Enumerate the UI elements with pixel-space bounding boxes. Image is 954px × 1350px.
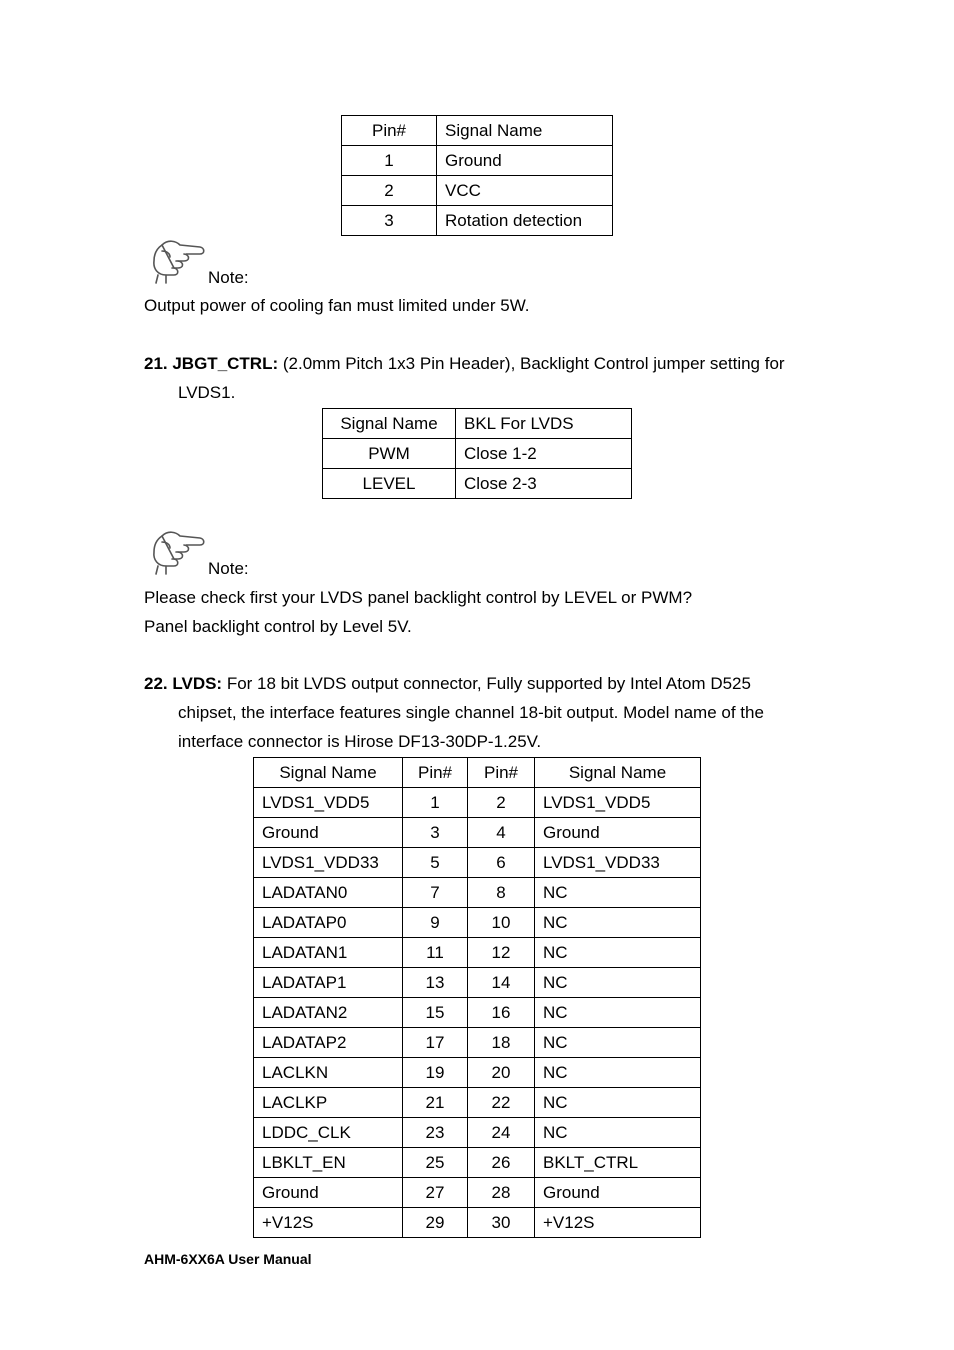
cell: NC: [535, 1088, 701, 1118]
section-text: interface connector is Hirose DF13-30DP-1.25V.: [178, 732, 542, 751]
cell: 30: [468, 1208, 535, 1238]
section-text: For 18 bit LVDS output connector, Fully supported by Intel Atom D525: [222, 674, 751, 693]
table-header-row: [323, 409, 632, 439]
table-row: [254, 1028, 701, 1058]
cell: NC: [535, 878, 701, 908]
pointing-hand-icon: [148, 528, 206, 578]
footer-title: AHM-6XX6A User Manual: [144, 1251, 312, 1267]
cell: 10: [468, 908, 535, 938]
table-row: [254, 848, 701, 878]
cell: 4: [468, 818, 535, 848]
table-row: [254, 1058, 701, 1088]
table-row: [254, 1088, 701, 1118]
pointing-hand-icon: [148, 237, 206, 287]
cell: PWM: [323, 439, 456, 469]
cell: LADATAN2: [254, 998, 403, 1028]
table-row: [254, 938, 701, 968]
cell: 25: [403, 1148, 468, 1178]
cell: NC: [535, 908, 701, 938]
note-label: Note:: [208, 268, 249, 287]
cell: LADATAN1: [254, 938, 403, 968]
table-row: [254, 968, 701, 998]
table-row: [323, 439, 632, 469]
cell: 22: [468, 1088, 535, 1118]
note-label: Note:: [208, 559, 249, 578]
backlight-table: [322, 408, 632, 499]
section-text: chipset, the interface features single channel 18-bit output. Model name of the: [178, 703, 764, 722]
section-heading: 21. JBGT_CTRL:: [144, 354, 279, 373]
table-row: [254, 1148, 701, 1178]
cell: NC: [535, 1118, 701, 1148]
cell: 2: [468, 788, 535, 818]
header-cell: Pin#: [403, 758, 468, 788]
cell: 20: [468, 1058, 535, 1088]
header-cell: Signal Name: [535, 758, 701, 788]
header-cell: Signal Name: [254, 758, 403, 788]
cell: Close 1-2: [456, 439, 632, 469]
cell: NC: [535, 968, 701, 998]
cell: Ground: [535, 818, 701, 848]
note-text: Please check first your LVDS panel backlight control by LEVEL or PWM?: [144, 588, 693, 607]
fan-pin-table: [341, 115, 613, 236]
cell: LADATAP1: [254, 968, 403, 998]
table-header-row: [342, 116, 613, 146]
cell: 1: [403, 788, 468, 818]
table-row: [254, 998, 701, 1028]
note-text: Panel backlight control by Level 5V.: [144, 617, 412, 636]
header-cell: BKL For LVDS: [456, 409, 632, 439]
header-cell: Pin#: [468, 758, 535, 788]
cell: 19: [403, 1058, 468, 1088]
cell: LACLKP: [254, 1088, 403, 1118]
cell: 16: [468, 998, 535, 1028]
cell: 23: [403, 1118, 468, 1148]
table-row: [323, 469, 632, 499]
table-row: [254, 818, 701, 848]
header-cell: Signal Name: [437, 116, 613, 146]
cell: LACLKN: [254, 1058, 403, 1088]
cell: 27: [403, 1178, 468, 1208]
cell: Close 2-3: [456, 469, 632, 499]
cell: 11: [403, 938, 468, 968]
cell: 3: [342, 206, 437, 236]
table-row: [342, 146, 613, 176]
cell: Rotation detection: [437, 206, 613, 236]
table-row: [254, 1118, 701, 1148]
cell: NC: [535, 1058, 701, 1088]
cell: 3: [403, 818, 468, 848]
cell: 21: [403, 1088, 468, 1118]
cell: +V12S: [254, 1208, 403, 1238]
cell: BKLT_CTRL: [535, 1148, 701, 1178]
cell: 1: [342, 146, 437, 176]
cell: +V12S: [535, 1208, 701, 1238]
cell: LADATAN0: [254, 878, 403, 908]
cell: LADATAP2: [254, 1028, 403, 1058]
table-row: [254, 788, 701, 818]
header-cell: Signal Name: [323, 409, 456, 439]
table-row: [254, 908, 701, 938]
cell: LEVEL: [323, 469, 456, 499]
cell: 17: [403, 1028, 468, 1058]
cell: Ground: [254, 818, 403, 848]
table-row: [254, 1208, 701, 1238]
cell: LVDS1_VDD5: [254, 788, 403, 818]
cell: 2: [342, 176, 437, 206]
cell: Ground: [437, 146, 613, 176]
section-21-line: [144, 354, 785, 374]
table-header-row: [254, 758, 701, 788]
cell: 14: [468, 968, 535, 998]
note-text: Output power of cooling fan must limited under 5W.: [144, 296, 530, 315]
cell: Ground: [535, 1178, 701, 1208]
cell: 26: [468, 1148, 535, 1178]
section-text: LVDS1.: [178, 383, 236, 402]
cell: 18: [468, 1028, 535, 1058]
lvds-pin-table: [253, 757, 701, 1238]
cell: NC: [535, 1028, 701, 1058]
cell: 13: [403, 968, 468, 998]
cell: 6: [468, 848, 535, 878]
table-row: [254, 1178, 701, 1208]
cell: 7: [403, 878, 468, 908]
table-row: [342, 176, 613, 206]
cell: 24: [468, 1118, 535, 1148]
cell: LVDS1_VDD33: [535, 848, 701, 878]
cell: 12: [468, 938, 535, 968]
cell: 28: [468, 1178, 535, 1208]
table-row: [254, 878, 701, 908]
cell: 15: [403, 998, 468, 1028]
cell: 5: [403, 848, 468, 878]
cell: LVDS1_VDD33: [254, 848, 403, 878]
section-22-line: [144, 674, 751, 694]
cell: VCC: [437, 176, 613, 206]
section-heading: 22. LVDS:: [144, 674, 223, 693]
cell: LADATAP0: [254, 908, 403, 938]
cell: 8: [468, 878, 535, 908]
cell: LVDS1_VDD5: [535, 788, 701, 818]
cell: NC: [535, 998, 701, 1028]
cell: Ground: [254, 1178, 403, 1208]
cell: LDDC_CLK: [254, 1118, 403, 1148]
section-text: (2.0mm Pitch 1x3 Pin Header), Backlight Control jumper setting for: [278, 354, 785, 373]
cell: NC: [535, 938, 701, 968]
cell: 29: [403, 1208, 468, 1238]
table-row: [342, 206, 613, 236]
header-cell: Pin#: [342, 116, 437, 146]
cell: LBKLT_EN: [254, 1148, 403, 1178]
cell: 9: [403, 908, 468, 938]
